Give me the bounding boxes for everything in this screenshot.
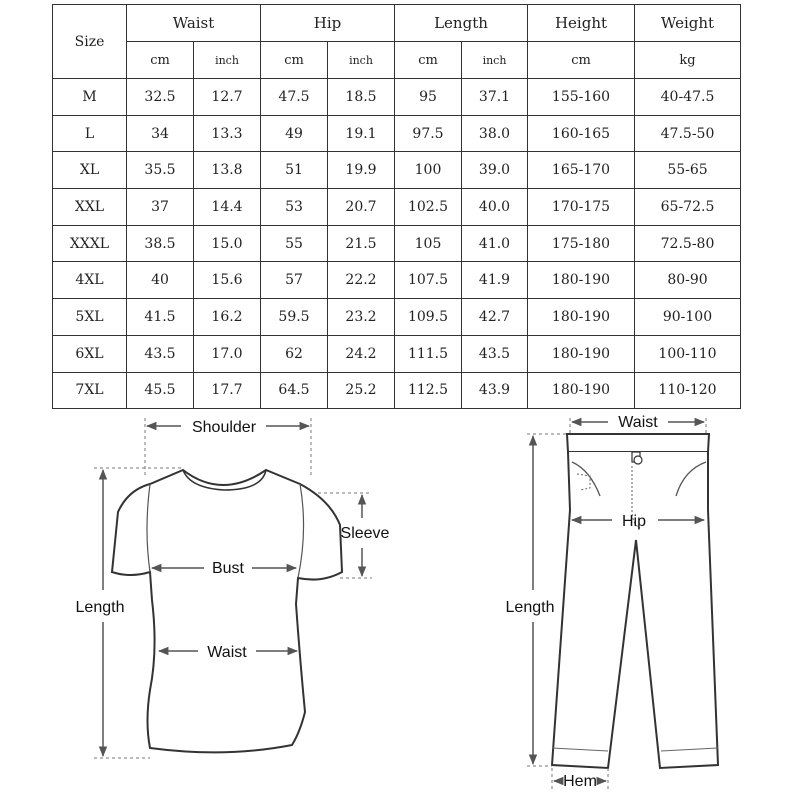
value-cell: 25.2 <box>328 372 395 409</box>
value-cell: 53 <box>261 189 328 226</box>
value-cell: 55-65 <box>635 152 741 189</box>
value-cell: 97.5 <box>395 115 462 152</box>
unit-cell: inch <box>462 42 528 79</box>
pants-length-label: Length <box>505 599 555 616</box>
waist-header: Waist <box>127 5 261 42</box>
shirt-length-label: Length <box>75 599 125 616</box>
value-cell: 111.5 <box>395 335 462 372</box>
value-cell: 39.0 <box>462 152 528 189</box>
value-cell: 37.1 <box>462 79 528 116</box>
value-cell: 45.5 <box>127 372 194 409</box>
value-cell: 90-100 <box>635 299 741 336</box>
size-cell: 5XL <box>53 299 127 336</box>
value-cell: 17.0 <box>194 335 261 372</box>
size-cell: XXL <box>53 189 127 226</box>
length-header: Length <box>395 5 528 42</box>
bust-label: Bust <box>211 560 245 577</box>
value-cell: 22.2 <box>328 262 395 299</box>
value-cell: 109.5 <box>395 299 462 336</box>
shoulder-label: Shoulder <box>191 419 257 436</box>
height-header: Height <box>528 5 635 42</box>
value-cell: 102.5 <box>395 189 462 226</box>
value-cell: 47.5-50 <box>635 115 741 152</box>
value-cell: 65-72.5 <box>635 189 741 226</box>
size-cell: 7XL <box>53 372 127 409</box>
value-cell: 43.5 <box>462 335 528 372</box>
value-cell: 18.5 <box>328 79 395 116</box>
weight-header: Weight <box>635 5 741 42</box>
unit-cell: kg <box>635 42 741 79</box>
value-cell: 40.0 <box>462 189 528 226</box>
value-cell: 43.9 <box>462 372 528 409</box>
pants-diagram <box>506 414 718 790</box>
value-cell: 51 <box>261 152 328 189</box>
value-cell: 165-170 <box>528 152 635 189</box>
value-cell: 175-180 <box>528 225 635 262</box>
value-cell: 41.5 <box>127 299 194 336</box>
value-cell: 180-190 <box>528 299 635 336</box>
value-cell: 16.2 <box>194 299 261 336</box>
value-cell: 37 <box>127 189 194 226</box>
value-cell: 100 <box>395 152 462 189</box>
value-cell: 15.0 <box>194 225 261 262</box>
value-cell: 112.5 <box>395 372 462 409</box>
pants-outline <box>552 452 718 768</box>
hip-label: Hip <box>621 513 647 530</box>
button-icon <box>634 456 642 464</box>
unit-cell: cm <box>127 42 194 79</box>
value-cell: 17.7 <box>194 372 261 409</box>
tshirt-diagram <box>76 418 390 758</box>
value-cell: 35.5 <box>127 152 194 189</box>
unit-cell: cm <box>528 42 635 79</box>
value-cell: 21.5 <box>328 225 395 262</box>
value-cell: 49 <box>261 115 328 152</box>
hip-header: Hip <box>261 5 395 42</box>
value-cell: 72.5-80 <box>635 225 741 262</box>
size-cell: L <box>53 115 127 152</box>
value-cell: 12.7 <box>194 79 261 116</box>
value-cell: 180-190 <box>528 335 635 372</box>
size-cell: XXXL <box>53 225 127 262</box>
value-cell: 59.5 <box>261 299 328 336</box>
value-cell: 80-90 <box>635 262 741 299</box>
sleeve-label: Sleeve <box>340 525 390 542</box>
value-cell: 180-190 <box>528 372 635 409</box>
value-cell: 62 <box>261 335 328 372</box>
value-cell: 34 <box>127 115 194 152</box>
value-cell: 13.8 <box>194 152 261 189</box>
unit-cell: cm <box>395 42 462 79</box>
size-cell: 4XL <box>53 262 127 299</box>
size-cell: XL <box>53 152 127 189</box>
value-cell: 170-175 <box>528 189 635 226</box>
tshirt-outline <box>112 470 342 752</box>
value-cell: 105 <box>395 225 462 262</box>
value-cell: 47.5 <box>261 79 328 116</box>
value-cell: 38.0 <box>462 115 528 152</box>
size-cell: M <box>53 79 127 116</box>
value-cell: 155-160 <box>528 79 635 116</box>
value-cell: 64.5 <box>261 372 328 409</box>
value-cell: 20.7 <box>328 189 395 226</box>
value-cell: 13.3 <box>194 115 261 152</box>
value-cell: 14.4 <box>194 189 261 226</box>
value-cell: 107.5 <box>395 262 462 299</box>
value-cell: 55 <box>261 225 328 262</box>
size-cell: 6XL <box>53 335 127 372</box>
value-cell: 40 <box>127 262 194 299</box>
value-cell: 43.5 <box>127 335 194 372</box>
value-cell: 19.1 <box>328 115 395 152</box>
value-cell: 42.7 <box>462 299 528 336</box>
value-cell: 23.2 <box>328 299 395 336</box>
hem-label: Hem <box>563 773 597 790</box>
pants-waist-label: Waist <box>618 414 658 431</box>
value-cell: 41.9 <box>462 262 528 299</box>
pants-waistband <box>567 434 709 452</box>
value-cell: 110-120 <box>635 372 741 409</box>
value-cell: 95 <box>395 79 462 116</box>
value-cell: 32.5 <box>127 79 194 116</box>
unit-cell: cm <box>261 42 328 79</box>
size-header: Size <box>53 5 127 79</box>
value-cell: 180-190 <box>528 262 635 299</box>
value-cell: 38.5 <box>127 225 194 262</box>
value-cell: 160-165 <box>528 115 635 152</box>
value-cell: 24.2 <box>328 335 395 372</box>
value-cell: 41.0 <box>462 225 528 262</box>
value-cell: 100-110 <box>635 335 741 372</box>
value-cell: 15.6 <box>194 262 261 299</box>
value-cell: 19.9 <box>328 152 395 189</box>
shirt-waist-label: Waist <box>207 644 247 661</box>
unit-cell: inch <box>328 42 395 79</box>
unit-cell: inch <box>194 42 261 79</box>
value-cell: 40-47.5 <box>635 79 741 116</box>
value-cell: 57 <box>261 262 328 299</box>
